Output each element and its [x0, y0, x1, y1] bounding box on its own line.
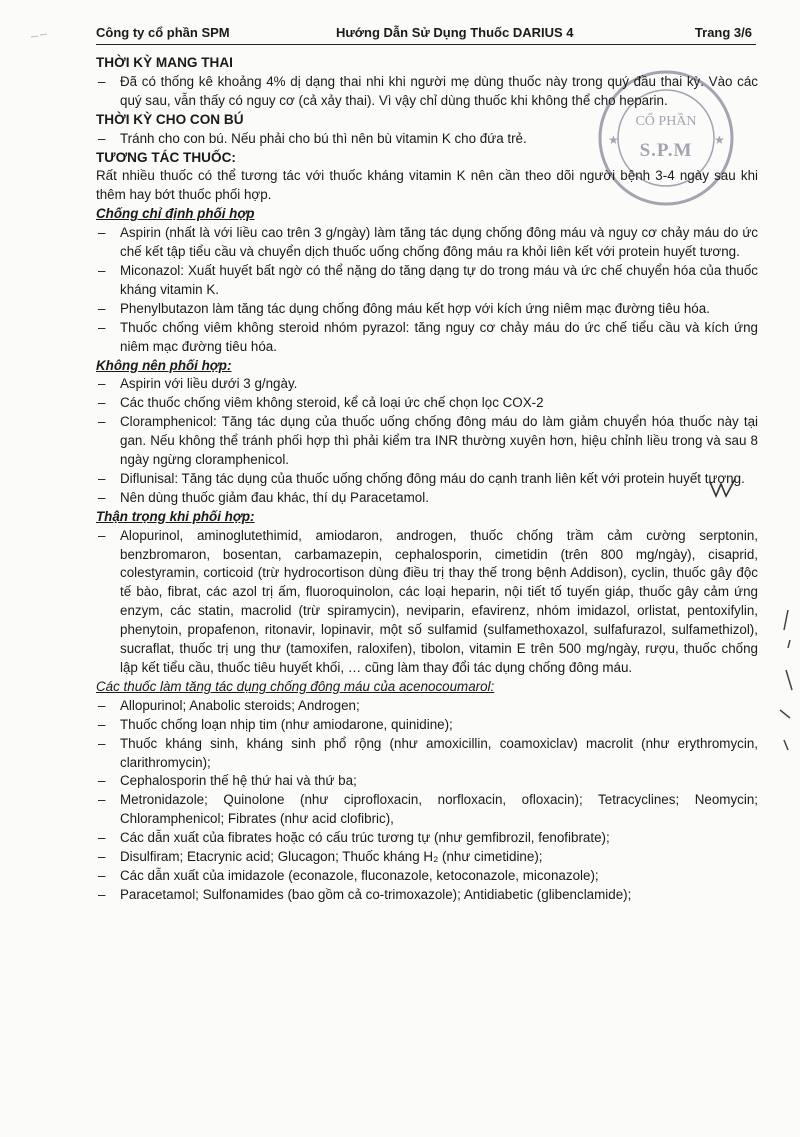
subsection-title-not-recommended: Không nên phối hợp: — [96, 357, 232, 373]
increase-list — [96, 697, 758, 905]
scan-edge-marks — [770, 600, 800, 760]
list-item: – Cephalosporin thế hệ thứ hai và thứ ba; — [96, 772, 758, 791]
list-item: – Đã có thống kê khoảng 4% dị dạng thai nhi khi người mẹ dùng thuốc này trong quý đầu thai kỳ. Vào các quý sau, vẫn thấy có nguy cơ (cả xảy thai). Vì vậy chỉ dùng thuốc khi không thể cho heparin. — [96, 73, 758, 111]
list-item: – Nên dùng thuốc giảm đau khác, thí dụ Paracetamol. — [96, 489, 758, 508]
contraindicated-list — [96, 224, 758, 356]
header-title: Hướng Dẫn Sử Dụng Thuốc DARIUS 4 — [336, 25, 574, 40]
list-item: – Thuốc chống viêm không steroid nhóm pyrazol: tăng nguy cơ chảy máu do ức chế tiểu cầu và kích ứng niêm mạc đường tiêu hóa. — [96, 319, 758, 357]
list-item: – Metronidazole; Quinolone (như ciprofloxacin, norfloxacin, ofloxacin); Tetracyclines; Neomycin; Chloramphenicol; Fibrates (như acid clofibric), — [96, 791, 758, 829]
list-item: – Tránh cho con bú. Nếu phải cho bú thì nên bù vitamin K cho đứa trẻ. — [96, 130, 758, 149]
list-item: – Phenylbutazon làm tăng tác dụng chống đông máu kết hợp với kích ứng niêm mạc đường tiêu hóa. — [96, 300, 758, 319]
breastfeeding-list — [96, 130, 758, 149]
subsection-title-contraindicated: Chống chỉ định phối hợp — [96, 206, 255, 222]
svg-text:★: ★ — [608, 133, 619, 147]
caution-list — [96, 527, 758, 678]
stamp-text-name: CỔ PHẦN — [635, 114, 697, 129]
document-body — [96, 54, 758, 905]
list-item: – Thuốc chống loạn nhịp tim (như amiodarone, quinidine); — [96, 716, 758, 735]
list-item: – Các dẫn xuất của fibrates hoặc có cấu trúc tương tự (như gemfibrozil, fenofibrate); — [96, 829, 758, 848]
list-item: – Aspirin (nhất là với liều cao trên 3 g/ngày) làm tăng tác dụng chống đông máu và nguy cơ chảy máu do ức chế kết tập tiểu cầu và chuyển dịch thuốc uống chống đông máu ra khỏi liên kết với protein huyết tương. — [96, 224, 758, 262]
list-item: – Các dẫn xuất của imidazole (econazole, fluconazole, ketoconazole, miconazole); — [96, 867, 758, 886]
section-title-breastfeeding: THỜI KỲ CHO CON BÚ — [96, 111, 244, 127]
list-item: – Các thuốc chống viêm không steroid, kể cả loại ức chế chọn lọc COX-2 — [96, 394, 758, 413]
interactions-intro: Rất nhiều thuốc có thể tương tác với thuốc kháng vitamin K nên cần theo dõi người bệnh 3-4 ngày sau khi thêm hay bớt thuốc phối hợp. — [96, 168, 758, 203]
scan-mark — [30, 33, 48, 39]
list-item: – Cloramphenicol: Tăng tác dụng của thuốc uống chống đông máu do làm giảm chuyển hóa thuốc này tại gan. Nếu không thể tránh phối hợp thì phải kiểm tra INR thường xuyên hơn, hiệu chỉnh liều trong và sau 8 ngày ngừng cloramphenicol. — [96, 413, 758, 470]
subsection-title-increase: Các thuốc làm tăng tác dụng chống đông máu của acenocoumarol: — [96, 678, 495, 694]
not-recommended-list — [96, 375, 758, 507]
list-item: – Allopurinol; Anabolic steroids; Androgen; — [96, 697, 758, 716]
section-title-pregnancy: THỜI KỲ MANG THAI — [96, 55, 233, 70]
header-page-number: Trang 3/6 — [694, 25, 752, 40]
list-item: – Thuốc kháng sinh, kháng sinh phổ rộng (như amoxicillin, coamoxiclav) macrolit (như erythromycin, clarithromycin); — [96, 735, 758, 773]
list-item: – Diflunisal: Tăng tác dụng của thuốc uống chống đông máu do cạnh tranh liên kết với protein huyết tương. — [96, 470, 758, 489]
list-item: – Paracetamol; Sulfonamides (bao gồm cả co-trimoxazole); Antidiabetic (glibenclamide); — [96, 886, 758, 905]
pregnancy-list — [96, 73, 758, 111]
list-item: – Disulfiram; Etacrynic acid; Glucagon; Thuốc kháng H₂ (như cimetidine); — [96, 848, 758, 867]
svg-text:★: ★ — [714, 133, 725, 147]
list-item: – Aspirin với liều dưới 3 g/ngày. — [96, 375, 758, 394]
subsection-title-caution: Thận trọng khi phối hợp: — [96, 508, 255, 524]
list-item: – Miconazol: Xuất huyết bất ngờ có thể nặng do tăng dạng tự do trong máu và ức chế chuyển hóa của thuốc kháng vitamin K. — [96, 262, 758, 300]
header-company: Công ty cổ phần SPM — [96, 25, 230, 40]
section-title-interactions: TƯƠNG TÁC THUỐC: — [96, 149, 236, 165]
stamp-text-abbr: S.P.M — [639, 140, 693, 161]
list-item: – Alopurinol, aminoglutethimid, amiodaron, androgen, thuốc chống trầm cảm cường serptonin, benzbromaron, bosentan, carbamazepin, cephalosporin, cimetidin (trên 800 mg/ngày), cisaprid, colestyramin, corticoid (trừ hydrocortison dùng điều trị thay thế trong bệnh Addison), cyclin, thuốc gây độc tế bào, fibrat, các azol trị ấm, fluoroquinolon, các loại heparin, nội tiết tố tuyến giáp, thuốc gây cảm ứng enzym, các statin, macrolid (trừ spiramycin), neviparin, efavirenz, nhóm imidazol, orlistat, pentoxifylin, phenytoin, propafenon, ritonavir, lopinavir, một số sulfamid (sulfamethoxazol, sulfafurazol, sulfamethizol), sucraflat, thuốc trị ung thư (tamoxifen, raloxifen), tibolon, vitamin E trên 500 mg/ngày, rượu, thuốc chống lập kết tiểu cầu, thuốc tiêu huyết khối, … cũng làm thay đổi tác dụng chống đông máu. — [96, 527, 758, 678]
page-header — [96, 22, 756, 45]
